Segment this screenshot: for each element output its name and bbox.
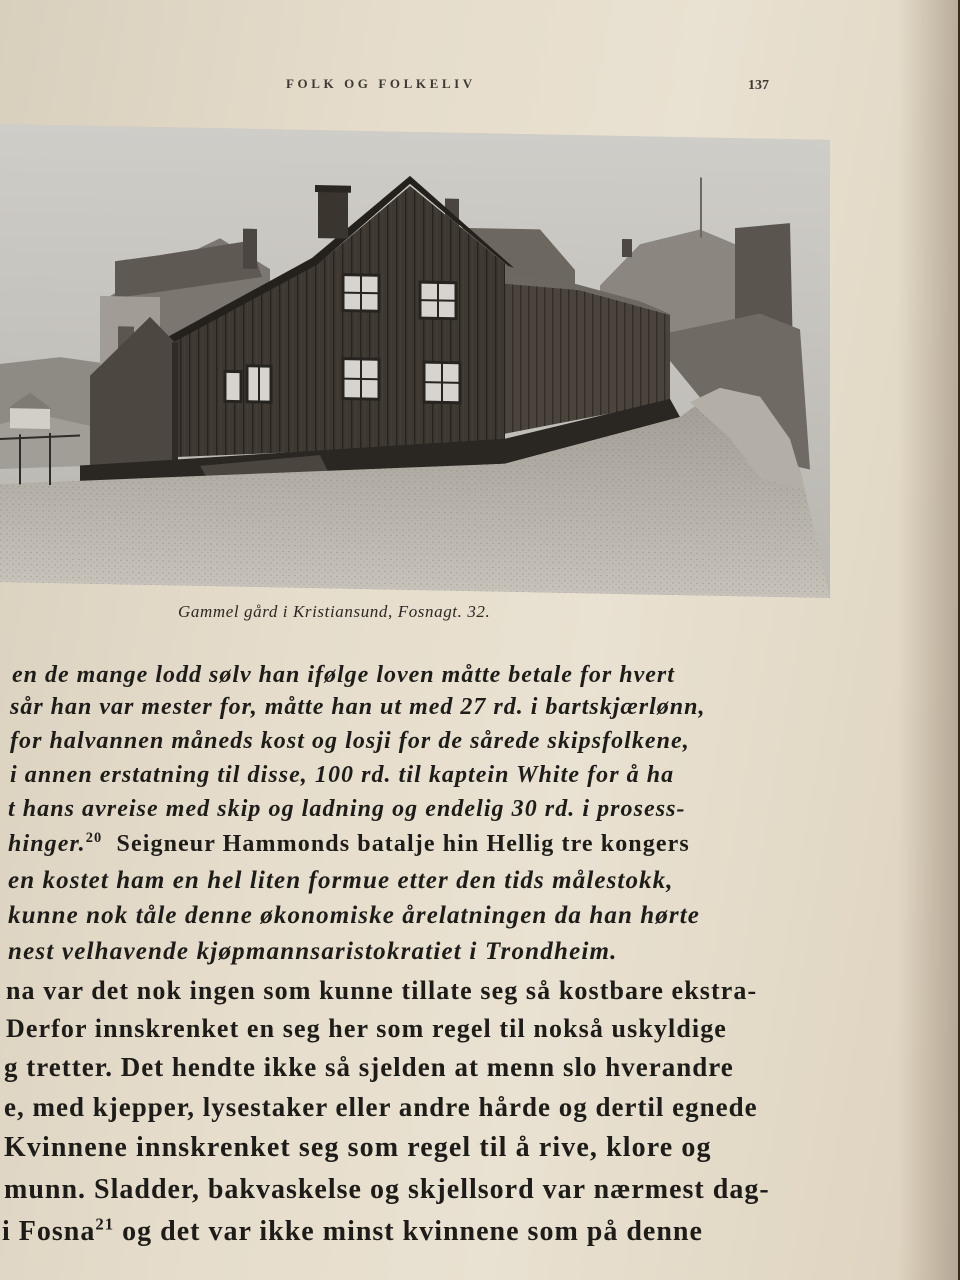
text-line: e, med kjepper, lysestaker eller andre hårde og dertil egnede bbox=[4, 1092, 758, 1122]
text-line: en kostet ham en hel liten formue etter den tids målestokk, bbox=[8, 867, 674, 894]
text-line: hinger.$^{20}$ Seigneur Hammonds batalje hin Hellig tre kongers bbox=[8, 830, 690, 857]
text-line: sår han var mester for, måtte han ut med 27 rd. i bartskjærlønn, bbox=[10, 694, 706, 720]
figure-caption-text: Gammel gård i Kristiansund, Fosnagt. 32. bbox=[178, 602, 491, 621]
footnote-marker: 20 bbox=[85, 830, 103, 846]
footnote-marker: 21 bbox=[95, 1214, 115, 1234]
page-number: 137 bbox=[748, 78, 769, 93]
page-header bbox=[0, 76, 958, 100]
photograph-old-house bbox=[0, 124, 830, 598]
running-title: FOLK OG FOLKELIV bbox=[286, 76, 476, 91]
text-line: t hans avreise med skip og ladning og endelig 30 rd. i prosess- bbox=[8, 796, 686, 822]
text-line: kunne nok tåle denne økonomiske årelatningen da han hørte bbox=[8, 902, 700, 929]
text-line: for halvannen måneds kost og losji for de sårede skipsfolkene, bbox=[10, 728, 690, 754]
text-line: i Fosna$^{21}$ og det var ikke minst kvinnene som på denne bbox=[2, 1214, 703, 1247]
text-line: munn. Sladder, bakvaskelse og skjellsord var nærmest dag- bbox=[4, 1174, 770, 1205]
text-line: g tretter. Det hendte ikke så sjelden at menn slo hverandre bbox=[4, 1052, 734, 1082]
page-shadow bbox=[898, 0, 958, 1280]
text-line: Derfor innskrenket en seg her som regel til nokså uskyldige bbox=[6, 1014, 727, 1043]
text-line: en de mange lodd sølv han ifølge loven måtte betale for hvert bbox=[12, 662, 675, 688]
figure-caption bbox=[178, 602, 490, 622]
text-line: Kvinnene innskrenket seg som regel til å rive, klore og bbox=[4, 1132, 712, 1163]
text-line: i annen erstatning til disse, 100 rd. til kaptein White for å ha bbox=[10, 762, 675, 788]
text-line: nest velhavende kjøpmannsaristokratiet i Trondheim. bbox=[8, 938, 618, 965]
text-line: na var det nok ingen som kunne tillate seg så kostbare ekstra- bbox=[6, 976, 758, 1005]
